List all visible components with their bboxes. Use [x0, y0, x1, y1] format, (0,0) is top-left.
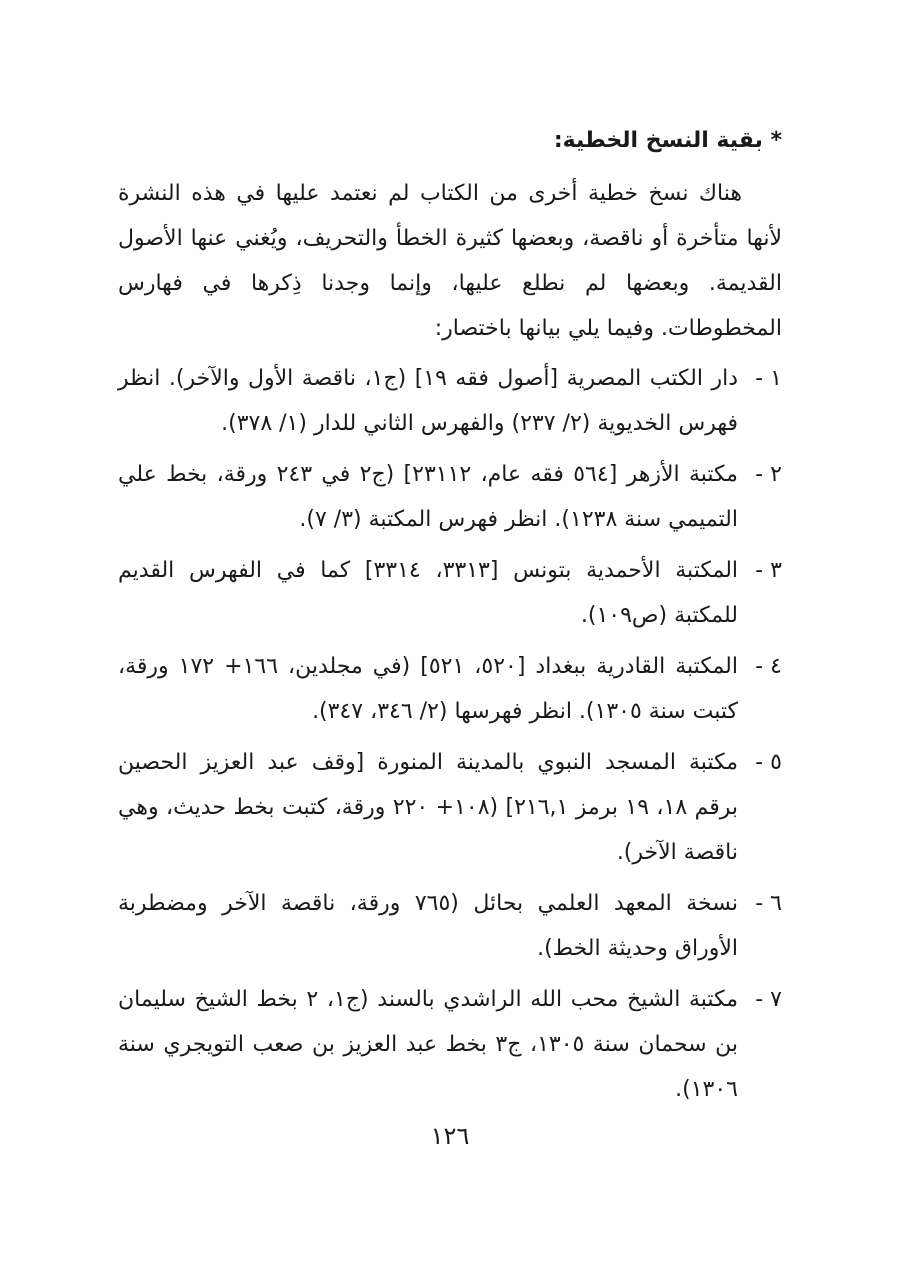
list-item — [118, 740, 782, 875]
item-text: المكتبة القادرية ببغداد [٥٢٠، ٥٢١] (في مجلدين، ١٦٦+ ١٧٢ ورقة، كتبت سنة ١٣٠٥). انظر فهرسها (٢/ ٣٤٦، ٣٤٧). — [118, 654, 739, 724]
item-text: نسخة المعهد العلمي بحائل (٧٦٥ ورقة، ناقصة الآخر ومضطربة الأوراق وحديثة الخط). — [118, 891, 738, 961]
list-item — [118, 977, 782, 1112]
item-number: ٣ - — [755, 558, 782, 583]
list-item — [118, 881, 782, 971]
section-heading: * بقية النسخ الخطية: — [553, 128, 782, 153]
item-number: ٤ - — [755, 654, 782, 679]
page-number: ١٢٦ — [430, 1122, 470, 1150]
list-item — [118, 548, 782, 638]
intro-paragraph: هناك نسخ خطية أخرى من الكتاب لم نعتمد عليها في هذه النشرة لأنها متأخرة أو ناقصة، وبعضها كثيرة الخطأ والتحريف، ويُغني عنها الأصول القديمة. وبعضها لم نطلع عليها، وإنما وجدنا ذِكرها في فهارس المخطوطات. وفيما يلي بيانها باختصار: — [118, 181, 782, 341]
item-number: ٧ - — [755, 987, 782, 1012]
item-text: مكتبة الأزهر [٥٦٤ فقه عام، ٢٣١١٢] (ج٢ في ٢٤٣ ورقة، بخط علي التميمي سنة ١٢٣٨). انظر فهرس المكتبة (٣/ ٧). — [118, 462, 738, 532]
item-text: مكتبة المسجد النبوي بالمدينة المنورة [وقف عبد العزيز الحصين برقم ١٨، ١٩ برمز ٢١٦,١] (١٠٨+ ٢٢٠ ورقة، كتبت بخط حديث، وهي ناقصة الآخر). — [118, 750, 738, 865]
list-item — [118, 644, 782, 734]
item-number: ٥ - — [755, 750, 782, 775]
item-number: ١ - — [755, 366, 782, 391]
list-item — [118, 452, 782, 542]
list-item — [118, 356, 782, 446]
item-text: مكتبة الشيخ محب الله الراشدي بالسند (ج١، ٢ بخط الشيخ سليمان بن سحمان سنة ١٣٠٥، ج٣ بخط عبد العزيز بن صعب التويجري سنة ١٣٠٦). — [118, 987, 739, 1102]
item-number: ٢ - — [755, 462, 782, 487]
item-text: دار الكتب المصرية [أصول فقه ١٩] (ج١، ناقصة الأول والآخر). انظر فهرس الخديوية (٢/ ٢٣٧) والفهرس الثاني للدار (١/ ٣٧٨). — [118, 366, 738, 436]
item-number: ٦ - — [755, 891, 782, 916]
manuscripts-list — [118, 356, 782, 1112]
page-content — [118, 118, 782, 1118]
item-text: المكتبة الأحمدية بتونس [٣٣١٣، ٣٣١٤] كما في الفهرس القديم للمكتبة (ص١٠٩). — [118, 558, 739, 628]
